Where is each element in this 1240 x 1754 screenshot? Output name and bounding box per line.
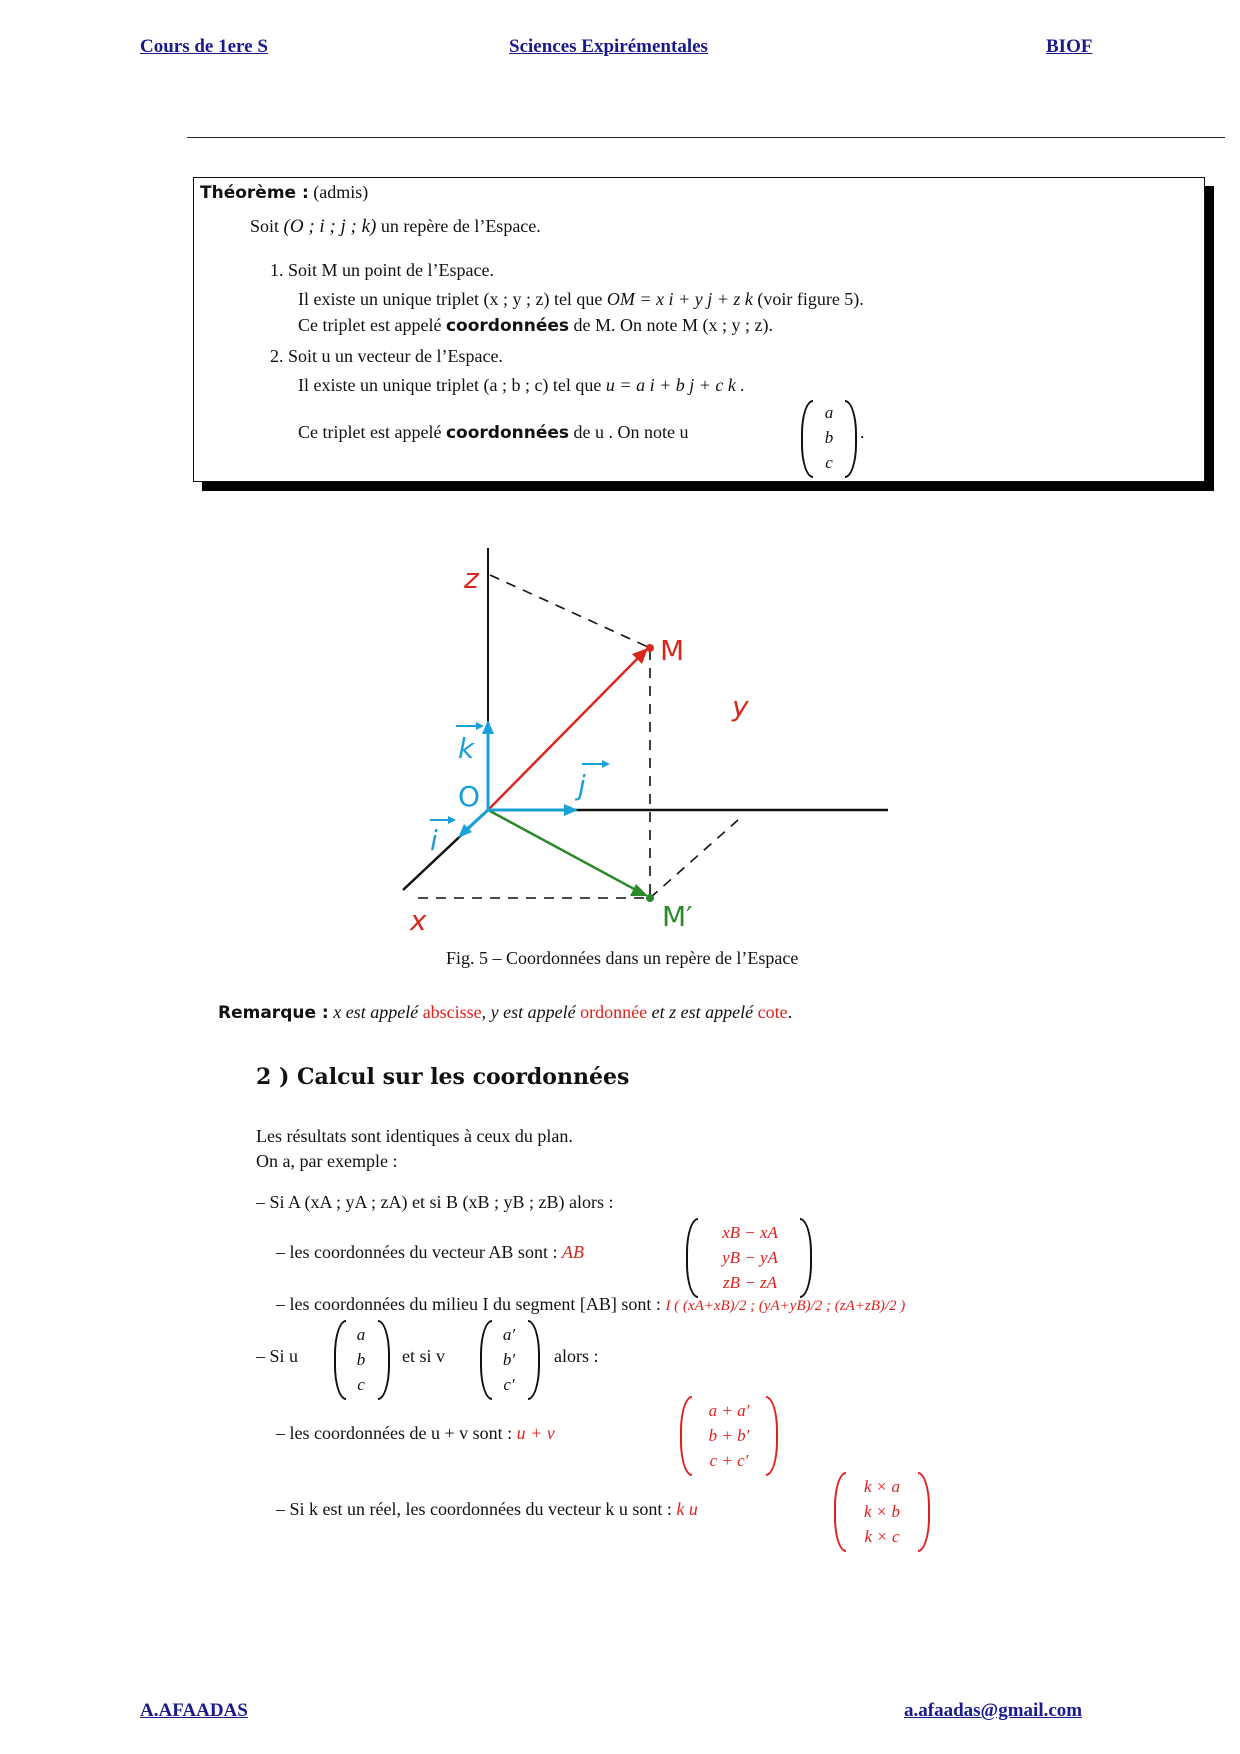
bullet-midpoint: – les coordonnées du milieu I du segment [AB] sont : I ( (xA+xB)/2 ; (yA+yB)/2 ; (zA+zB)/2 ) [276,1294,906,1314]
u-coord-column: a b c [824,403,834,472]
figure-caption: Fig. 5 – Coordonnées dans un repère de l’Espace [446,948,799,968]
theorem-intro: Soit (O ; i ; j ; k) un repère de l’Espace. [250,216,541,237]
paren-left [801,400,813,478]
sum-paren-right [766,1396,778,1476]
scalar-column: k × a k × b k × c [863,1477,901,1546]
theorem-box [193,177,1205,482]
v-column: a′ b′ c′ [502,1325,516,1394]
section-intro2: On a, par exemple : [256,1151,398,1171]
label-z: z [464,562,479,595]
u-paren-left [334,1320,346,1400]
bullet-vector-ab: – les coordonnées du vecteur AB sont : AB [276,1242,584,1262]
label-o: O [458,780,481,813]
period: . [860,422,865,442]
label-x: x [410,904,427,937]
vector-om-prime [488,810,636,890]
theorem-note: (admis) [313,182,369,202]
label-i: i [430,824,438,857]
header-subject[interactable]: Sciences Expirémentales [509,36,708,57]
header-biof[interactable]: BIOF [1046,36,1093,57]
item1-line1: 1. Soit M un point de l’Espace. [270,260,494,280]
ab-paren-right [800,1218,812,1298]
repere-diagram [410,530,890,938]
label-j: j [578,769,586,802]
label-m-prime: M′ [662,900,693,933]
label-y: y [732,690,749,723]
item2-line1: 2. Soit u un vecteur de l’Espace. [270,346,503,366]
item2-line3: Ce triplet est appelé coordonnées de u . On note u [298,422,689,443]
section-title: 2 ) Calcul sur les coordonnées [256,1064,630,1090]
u-paren-right [378,1320,390,1400]
scalar-paren-right [918,1472,930,1552]
item1-line3: Ce triplet est appelé coordonnées de M. On note M (x ; y ; z). [298,315,773,336]
sum-paren-left [680,1396,692,1476]
bullet-points-ab: – Si A (xA ; yA ; zA) et si B (xB ; yB ; zB) alors : [256,1192,614,1212]
item2-line2: Il existe un unique triplet (a ; b ; c) tel que u = a i + b j + c k . [298,375,745,395]
figure-repere [410,530,890,938]
paren-right [845,400,857,478]
bullet-vectors-uv: – Si u [256,1346,299,1366]
label-k: k [458,732,475,765]
header-course[interactable]: Cours de 1ere S [140,36,268,57]
point-m-prime [646,894,654,902]
and-if-v: et si v [402,1346,445,1366]
section-intro1: Les résultats sont identiques à ceux du plan. [256,1126,573,1146]
ab-coord-column: xB − xA yB − yA zB − zA [722,1223,778,1292]
footer-email[interactable]: a.afaadas@gmail.com [904,1700,1083,1721]
bullet-scalar: – Si k est un réel, les coordonnées du vecteur k u sont : k u [276,1499,698,1519]
sum-column: a + a′ b + b′ c + c′ [708,1401,750,1470]
v-paren-left [480,1320,492,1400]
theorem-title: Théorème : [200,183,309,203]
footer-author[interactable]: A.AFAADAS [140,1700,248,1721]
scalar-paren-left [834,1472,846,1552]
item1-line2: Il existe un unique triplet (x ; y ; z) tel que OM = x i + y j + z k (voir figure 5). [298,289,864,309]
point-m [646,644,654,652]
vector-om [488,658,638,810]
u-column: a b c [356,1325,366,1394]
bullet-sum: – les coordonnées de u + v sont : u + v [276,1423,555,1443]
vector-i [466,810,488,830]
v-paren-right [528,1320,540,1400]
header-rule [187,137,1225,138]
remark: Remarque : x est appelé abscisse, y est appelé ordonnée et z est appelé cote. [218,1002,793,1023]
ab-paren-left [686,1218,698,1298]
then: alors : [554,1346,599,1366]
label-m: M [660,634,685,667]
